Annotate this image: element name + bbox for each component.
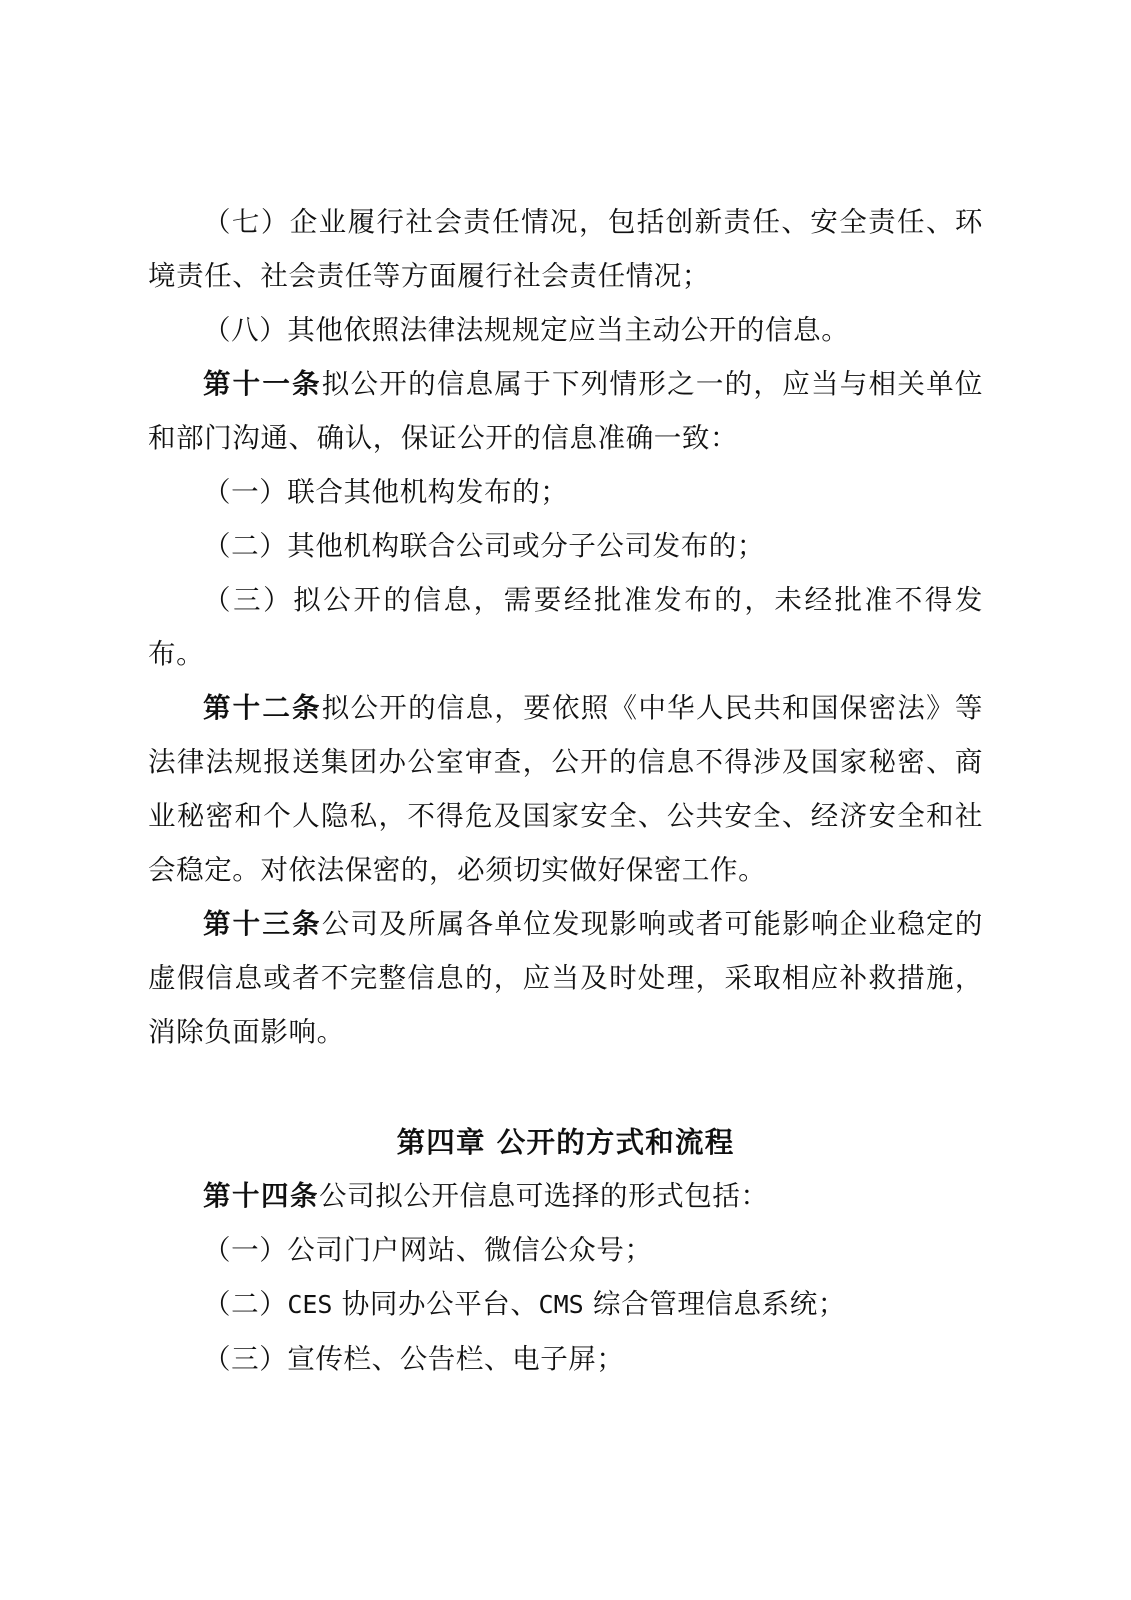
article-eleven-label: 第十一条	[203, 368, 322, 400]
article-twelve	[148, 681, 983, 897]
platform-ces-label: CES	[287, 1290, 333, 1319]
list-item-fourteen-three: （三）宣传栏、公告栏、电子屏；	[203, 1343, 625, 1375]
article-eleven-text: 拟公开的信息属于下列情形之一的，应当与相关单位和部门沟通、确认，保证公开的信息准确一致：	[148, 368, 983, 454]
list-item-eleven-three: （三）拟公开的信息，需要经批准发布的，未经批准不得发布。	[148, 584, 983, 670]
article-fourteen	[148, 1169, 983, 1223]
list-item-fourteen-two-mid: 协同办公平台、	[332, 1288, 539, 1320]
list-item-fourteen-one: （一）公司门户网站、微信公众号；	[203, 1234, 653, 1266]
article-twelve-label: 第十二条	[203, 692, 322, 724]
platform-cms-label: CMS	[538, 1290, 584, 1319]
article-eleven	[148, 357, 983, 465]
list-item-eight: （八）其他依照法律法规规定应当主动公开的信息。	[203, 314, 850, 346]
list-item-eleven-one: （一）联合其他机构发布的；	[203, 476, 569, 508]
article-thirteen	[148, 897, 983, 1059]
section-spacer	[148, 1059, 983, 1115]
article-thirteen-text: 公司及所属各单位发现影响或者可能影响企业稳定的虚假信息或者不完整信息的，应当及时处理，采取相应补救措施，消除负面影响。	[148, 908, 983, 1048]
list-item-eleven-two: （二）其他机构联合公司或分子公司发布的；	[203, 530, 765, 562]
article-fourteen-label: 第十四条	[203, 1180, 319, 1212]
list-item-fourteen-two	[148, 1277, 983, 1332]
list-item-fourteen-two-prefix: （二）	[203, 1288, 288, 1320]
list-item-seven: （七）企业履行社会责任情况，包括创新责任、安全责任、环境责任、社会责任等方面履行社会责任情况；	[148, 206, 983, 292]
chapter-four-heading: 第四章 公开的方式和流程	[396, 1125, 735, 1159]
list-item-fourteen-two-suffix: 综合管理信息系统；	[583, 1288, 846, 1320]
article-twelve-text: 拟公开的信息，要依照《中华人民共和国保密法》等法律法规报送集团办公室审查，公开的信息不得涉及国家秘密、商业秘密和个人隐私，不得危及国家安全、公共安全、经济安全和社会稳定。对依法保密的，必须切实做好保密工作。	[148, 692, 983, 886]
document-body	[148, 195, 983, 1386]
article-thirteen-label: 第十三条	[203, 908, 322, 940]
article-fourteen-text: 公司拟公开信息可选择的形式包括：	[319, 1180, 769, 1212]
